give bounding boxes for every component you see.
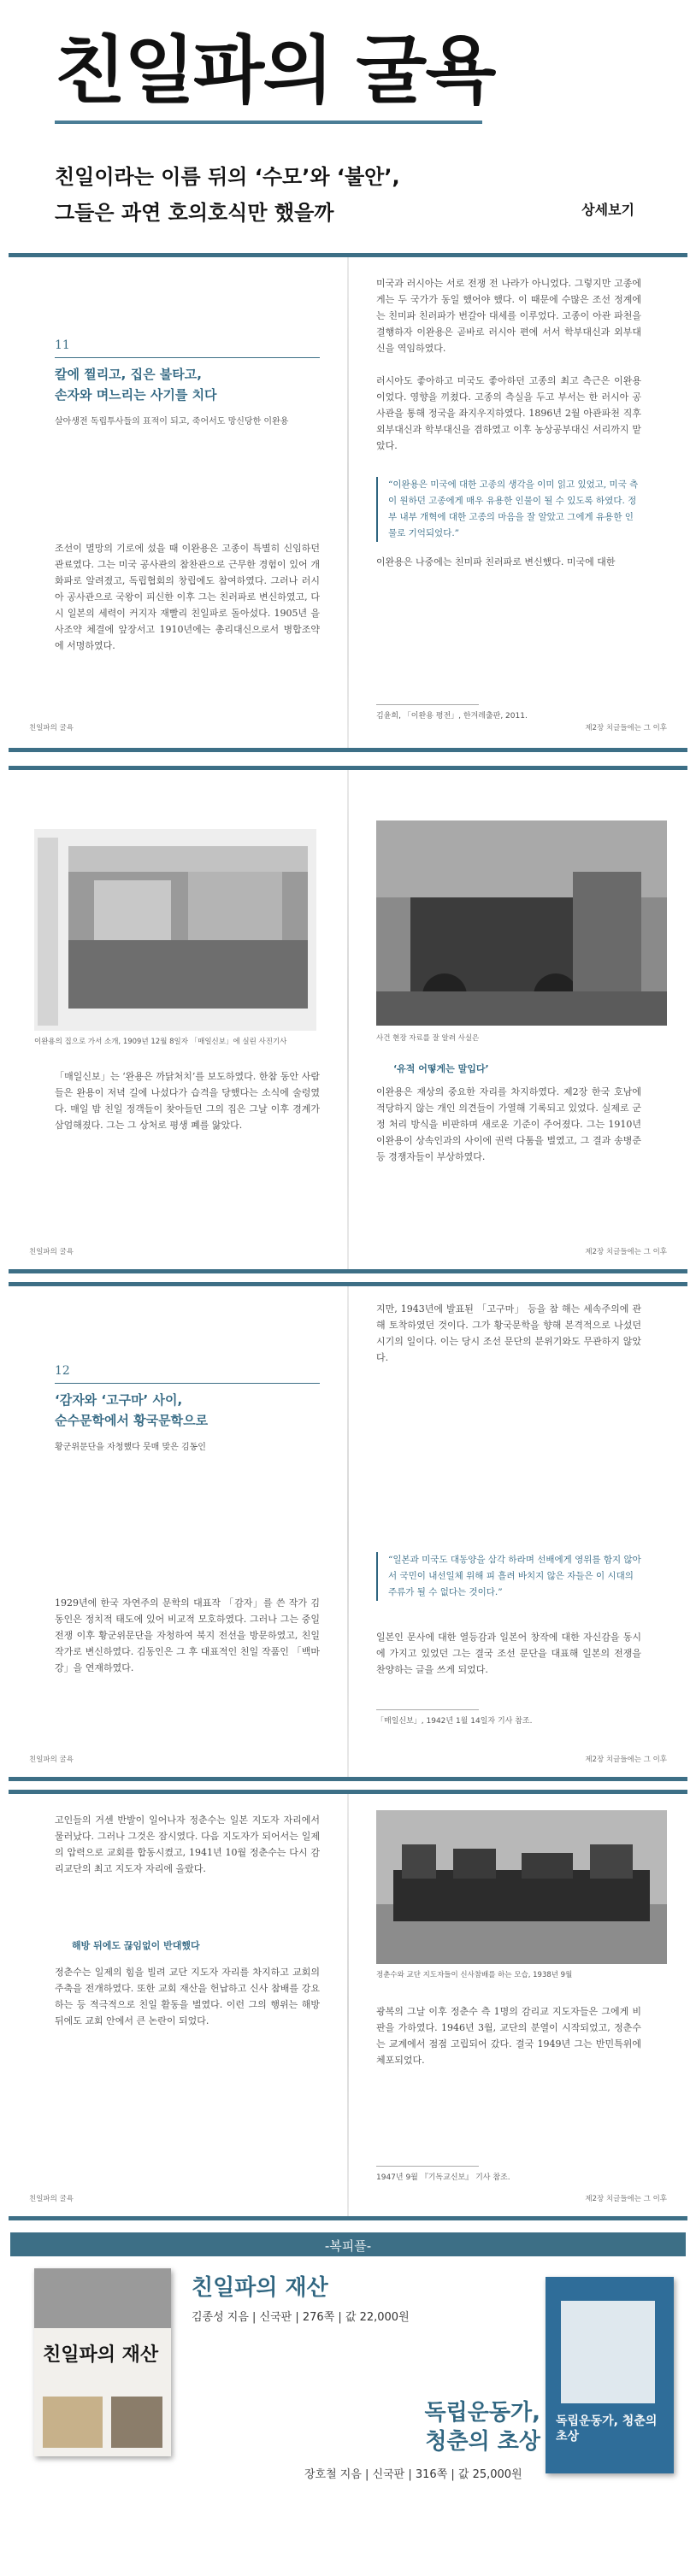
title-underline [55, 121, 482, 124]
folio-right: 제2장 치글들에는 그 이후 [585, 2195, 667, 2203]
chapter-title-line-1: 칼에 찔리고, 집은 불타고, [55, 367, 202, 382]
chapter-title-line-1: ‘감자와 ‘고구마’ 사이, [55, 1392, 183, 1408]
book-spread-1 [0, 253, 696, 752]
book-meta-1: 김종성 지음 | 신국판 | 276쪽 | 값 22,000원 [192, 2311, 410, 2324]
newspaper-photo-art [34, 829, 316, 1031]
related-books-ribbon [10, 2232, 686, 2256]
chapter-title [55, 1390, 208, 1431]
body-text-right: 이완용은 재상의 중요한 자리를 차지하였다. 제2장 한국 호남에 적당하지 않는 개인 의견들이 가열해 기록되고 있었다. 실제로 군정 처리 방식을 비판하며 새로운 기준이 주어졌다. 그는 1910년 이완용이 상속인과의 사이에 권력 다툼을 벌였고, 그 결과 송병준 등 경쟁자들이 부상하였다. [376, 1086, 641, 1162]
cover-art-block [111, 2397, 162, 2448]
body-text-right-top: 지만, 1943년에 발표된 「고구마」 등을 참 해는 세속주의에 관해 토착하였던 것이다. 그가 황국문학을 향해 본격적으로 나섰던 시기의 일이다. 이는 당시 조선 문단의 분위기와도 무관하지 않았다. [376, 1303, 641, 1363]
chapter-title-line-2: 손자와 며느리는 사기를 치다 [55, 387, 217, 403]
body-text-left: 조선이 멸망의 기로에 섰을 때 이완용은 고종이 특별히 신임하던 관료였다. 그는 미국 공사관의 참찬관으로 근무한 경험이 있어 개화파로 알려졌고, 독립협회의 창립에도 참여하였다. 그러나 러시아 공사관으로 국왕이 피신한 이후 그는 친러파로 변신하였고, 다시 일본의 세력이 커지자 재빨리 친일파로 돌아섰다. 1905년 을사조약 체결에 앞장서고 1910년에는 총리대신으로서 병합조약에 서명하였다. [55, 543, 320, 651]
pull-quote: “일본과 미국도 대동양을 삼각 하라며 선배에게 영위를 함지 않아서 국민이 내선일체 위해 피 흘려 바치지 않은 자들은 이 시대의 주류가 될 수 없다는 것이다.” [376, 1552, 641, 1601]
folio-left: 친일파의 굴욕 [29, 724, 74, 732]
footnote: 김윤희, 「이완용 평전」, 한겨레출판, 2011. [376, 712, 528, 720]
chapter-subtitle: 살아생전 독립투사들의 표적이 되고, 죽어서도 망신당한 이완용 [55, 417, 289, 426]
subtitle-line-1: 친일이라는 이름 뒤의 ‘수모’와 ‘불안’, [55, 165, 400, 189]
spread-gutter [347, 1794, 349, 2216]
page-subtitle [55, 159, 400, 231]
book-spread-3 [0, 1282, 696, 1781]
body-text-right-low: 일본인 문사에 대한 열등감과 일본어 창작에 대한 자신감을 동시에 가지고 있었던 그는 결국 조선 문단을 대표해 일본의 전쟁을 찬양하는 글을 쓰게 되었다. [376, 1632, 641, 1675]
chapter-subtitle: 황군위문단을 자청했다 뭇매 맞은 김동인 [55, 1443, 206, 1452]
folio-left: 친일파의 굴욕 [29, 2195, 74, 2203]
body-text-left: 「매일신보」는 ‘완용은 까닭처치’를 보도하였다. 한참 동안 사람들은 완용이 저녁 길에 나섰다가 습격을 당했다는 소식에 술렁였다. 매일 밤 친일 정객들이 찾아들던 그의 집은 그날 이후 경계가 삼엄해졌다. 그는 그 상처로 평생 폐를 앓았다. [55, 1071, 320, 1131]
cover-title: 친일파의 재산 [43, 2344, 159, 2366]
shrine-photo-art [376, 1810, 667, 1964]
folio-left: 친일파의 굴욕 [29, 1248, 74, 1256]
book-spread-4 [0, 1790, 696, 2220]
folio-left: 친일파의 굴욕 [29, 1756, 74, 1764]
body-text-right: 광복의 그날 이후 정춘수 측 1명의 감리교 지도자들은 그에게 비판을 가하였다. 1946년 3월, 교단의 분열이 시작되었고, 정춘수는 교계에서 점점 고립되어 갔다. 결국 1949년 그는 반민특위에 체포되었다. [376, 2006, 641, 2066]
book-spread-2 [0, 766, 696, 1273]
cover-photo-strip [34, 2268, 171, 2328]
body-text-left-low: 정춘수는 일제의 힘을 빌려 교단 지도자 자리를 차지하고 교회의 주축을 전개하였다. 또한 교회 재산을 헌납하고 신사 참배를 강요하는 등 적극적으로 친일 활동을 벌였다. 이런 그의 행위는 해방 뒤에도 교회 안에서 큰 논란이 되었다. [55, 1967, 320, 2026]
chapter-number: 11 [55, 338, 70, 352]
chapter-rule [55, 357, 320, 358]
chapter-rule [55, 1383, 320, 1384]
cover-photo-frame [561, 2301, 655, 2403]
photo-caption-right: 사건 현장 자료를 잘 알려 사실은 [376, 1034, 480, 1043]
spread-gutter [347, 1286, 349, 1777]
subtitle-line-2: 그들은 과연 호의호식만 했을까 [55, 201, 334, 225]
folio-right: 제2장 치글들에는 그 이후 [585, 1248, 667, 1256]
chapter-number: 12 [55, 1364, 70, 1378]
book-meta-2: 장호철 지음 | 신국판 | 316쪽 | 값 25,000원 [304, 2468, 522, 2481]
body-text-left: 1929년에 한국 자연주의 문학의 대표작 「감자」를 쓴 작가 김동인은 정치적 태도에 있어 비교적 모호하였다. 그러나 그는 중일전쟁 이후 황군위문단을 자청하여 북지 전선을 방문하였고, 친일 작가로 변신하였다. 김동인은 그 후 대표적인 친일 작품인 「백마강」을 연재하였다. [55, 1597, 320, 1673]
shrine-photo [376, 1810, 667, 1964]
pull-quote: “이완용은 미국에 대한 고종의 생각을 이미 읽고 있었고, 미국 측이 원하던 고종에게 매우 유용한 인물이 될 수 있도록 하였다. 정부 내부 개혁에 대한 고종의 마음을 잘 알았고 그에게 유용한 인물로 기억되었다.” [376, 477, 641, 542]
spread-gutter [347, 257, 349, 748]
spread-gutter [347, 770, 349, 1269]
section-heading: ‘유적 어떻게는 말입다’ [393, 1063, 489, 1074]
photo-caption-right: 정춘수와 교단 지도자들이 신사참배를 하는 모습, 1938년 9월 [376, 1971, 573, 1979]
footnote-rule [376, 1709, 479, 1710]
folio-right: 제2장 치글들에는 그 이후 [585, 1756, 667, 1764]
footnote-rule [376, 704, 479, 705]
more-link[interactable]: 상세보기 [581, 202, 634, 218]
chapter-title-line-2: 순수문학에서 황국문학으로 [55, 1413, 209, 1428]
section-heading: 해방 뒤에도 끊임없이 반대했다 [72, 1940, 200, 1951]
book-title-2-line-2: 청춘의 초상 [425, 2429, 540, 2455]
newspaper-photo [34, 829, 316, 1031]
chapter-title [55, 364, 217, 405]
street-photo [376, 820, 667, 1026]
page-title: 친일파의 굴욕 [55, 28, 495, 114]
book-title-2-line-1: 독립운동가, [424, 2400, 540, 2426]
body-text-left-top: 고인들의 거센 반발이 일어나자 정춘수는 일본 지도자 자리에서 물러났다. 그러나 그것은 잠시였다. 다음 지도자가 되어서는 일제의 압력으로 교회를 합동시켰고, 1941년 10월 정춘수는 다시 감리교단의 최고 지도자 자리에 올랐다. [55, 1814, 320, 1874]
body-text-right-mid: 러시아도 좋아하고 미국도 좋아하던 고종의 최고 측근은 이완용이었다. 영향을 끼쳤다. 고종의 측실을 두고 부서는 한 러시아 공사관을 통해 정국을 좌지우지하였다. 1896년 2월 아관파천 직후 외부대신과 학부대신을 겸하였고 이후 농상공부대신 서리까지 맡았다. [376, 375, 641, 451]
book-cover-1[interactable] [34, 2268, 171, 2456]
footnote: 1947년 9월 『기독교신보』 기사 참조. [376, 2173, 510, 2182]
cover-art-block [43, 2397, 103, 2448]
body-text-right-low: 이완용은 나중에는 친미파 친러파로 변신했다. 미국에 대한 [376, 556, 616, 568]
cover-title: 독립운동가, 청춘의 초상 [556, 2414, 658, 2444]
footnote-rule [376, 2166, 479, 2167]
book-title-2[interactable] [373, 2398, 540, 2456]
book-title-1[interactable]: 친일파의 재산 [192, 2275, 328, 2301]
body-text-right-top: 미국과 러시아는 서로 전쟁 전 나라가 아니었다. 그렇지만 고종에게는 두 국가가 동일 했어야 했다. 이 때문에 수많은 조선 정계에는 친미파 친러파가 번갈아 대세를 이루었다. 고종이 아관 파천을 결행하자 이완용은 곧바로 러시아 편에 서서 학부대신과 외부대신을 역임하였다. [376, 278, 641, 354]
street-photo-art [376, 820, 667, 1026]
book-cover-2[interactable] [546, 2277, 674, 2473]
folio-right: 제2장 치글들에는 그 이후 [585, 724, 667, 732]
ribbon-label: -복피플- [324, 2238, 372, 2254]
footnote: 「매일신보」, 1942년 1월 14일자 기사 참조. [376, 1717, 533, 1726]
photo-caption-left: 이완용의 집으로 가서 소개, 1909년 12월 8일자 「매일신보」에 실린 사진기사 [34, 1038, 287, 1046]
